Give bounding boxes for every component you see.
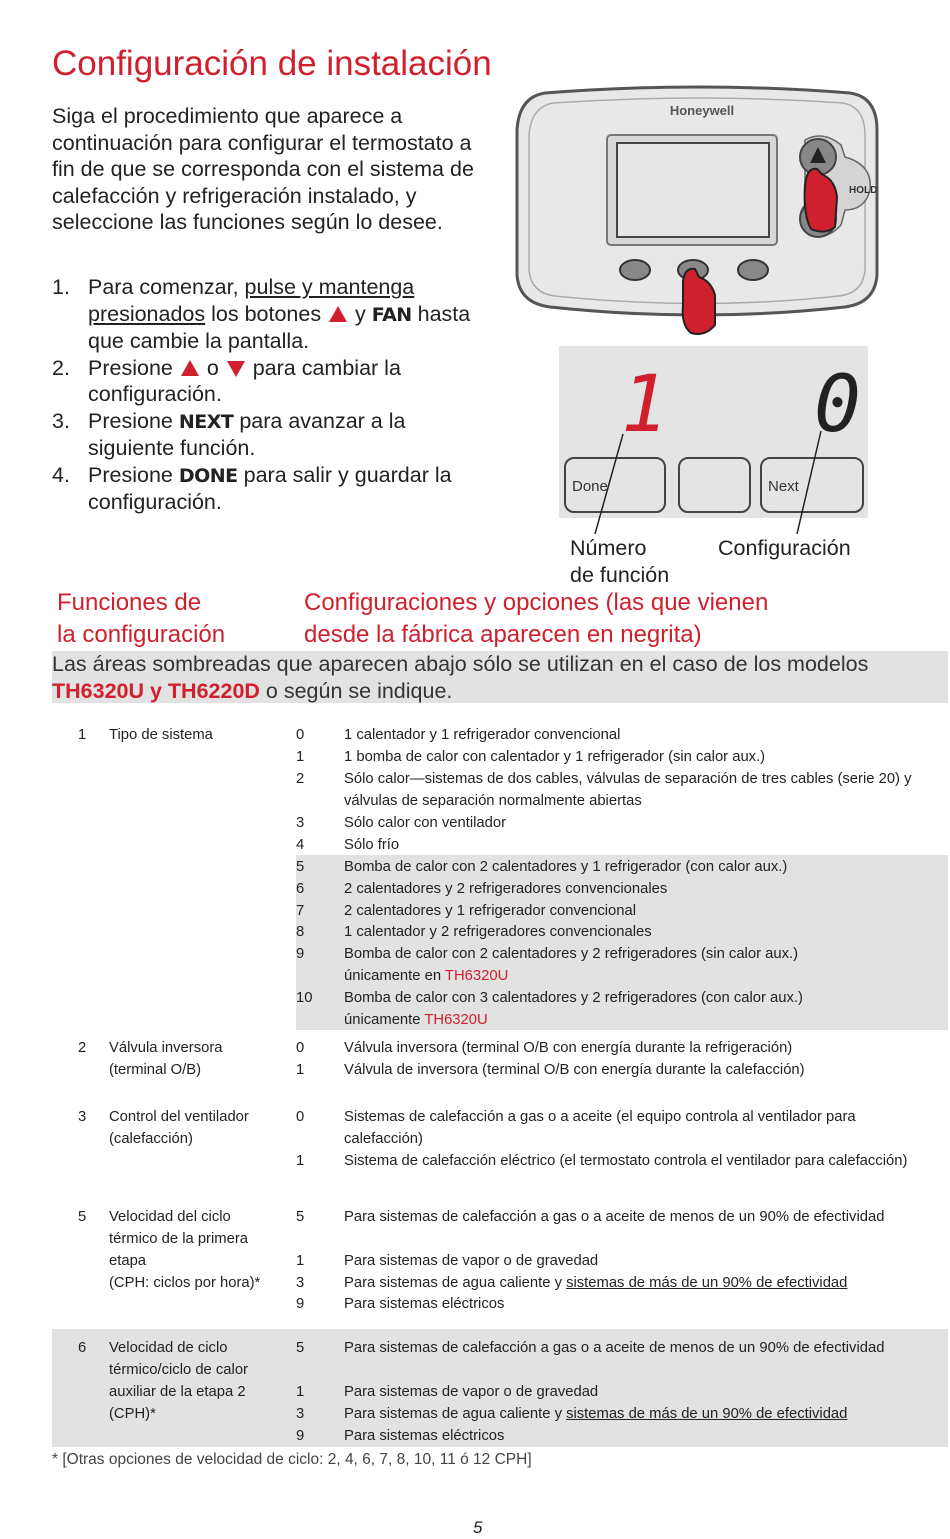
option-text: Para sistemas de vapor o de gravedad: [344, 1384, 599, 1400]
option-text: Para sistemas de agua caliente y sistemas de más de un 90% de efectividad: [344, 1275, 848, 1291]
option-text: Para sistemas eléctricos: [344, 1428, 505, 1444]
function-number: 3: [78, 1109, 87, 1125]
page-title: Configuración de instalación: [52, 44, 492, 83]
shaded-areas-note: Las áreas sombreadas que aparecen abajo sólo se utilizan en el caso de los modelos TH6320U y TH6220D o según se indique.: [52, 651, 948, 703]
up-arrow-icon: [329, 306, 347, 322]
option-text: Sólo calor—sistemas de dos cables, válvulas de separación de tres cables (serie 20) y válvulas de separación normalmente abiertas: [344, 771, 912, 809]
setting-digit: 0: [814, 360, 861, 450]
option-text: Para sistemas de calefacción a gas o a aceite de menos de un 90% de efectividad: [344, 1340, 885, 1356]
hold-label: HOLD: [849, 185, 878, 196]
function-number-caption: Número de función: [570, 536, 670, 587]
step-4: 4. Presione DONE para salir y guardar la configuración.: [52, 462, 452, 514]
option-text: Sistemas de calefacción a gas o a aceite (el equipo controla al ventilador para calefacción): [344, 1109, 856, 1147]
option-text: Sólo frío: [344, 837, 400, 853]
option-text: Bomba de calor con 2 calentadores y 2 refrigeradores (sin calor aux.) únicamente en TH6320U: [344, 946, 798, 984]
option-text: Bomba de calor con 3 calentadores y 2 refrigeradores (con calor aux.) únicamente TH6320U: [344, 990, 803, 1028]
brand-logo: Honeywell: [669, 103, 735, 118]
option-text: 1 calentador y 1 refrigerador convencional: [344, 727, 621, 743]
up-arrow-icon: [181, 360, 199, 376]
page-number: 5: [473, 1518, 483, 1537]
option-text: Para sistemas eléctricos: [344, 1296, 505, 1312]
function-name: Tipo de sistema: [109, 727, 213, 743]
option-text: Sólo calor con ventilador: [344, 815, 507, 831]
option-text: Sistema de calefacción eléctrico (el termostato controla el ventilador para calefacción): [344, 1153, 908, 1169]
function-name: Velocidad del ciclo térmico de la primera etapa (CPH: ciclos por hora)*: [109, 1209, 261, 1291]
step-3: 3. Presione NEXT para avanzar a la siguiente función.: [52, 408, 406, 460]
option-text: Bomba de calor con 2 calentadores y 1 refrigerador (con calor aux.): [344, 859, 788, 875]
function-number: 1: [78, 727, 87, 743]
next-button[interactable]: Next: [760, 457, 864, 513]
settings-heading: Configuraciones y opciones (las que vienen desde la fábrica aparecen en negrita): [304, 589, 769, 648]
callout-lines: [559, 346, 879, 546]
option-text: 2 calentadores y 1 refrigerador convencional: [344, 903, 637, 919]
function-number: 6: [78, 1340, 87, 1356]
option-text: Para sistemas de calefacción a gas o a aceite de menos de un 90% de efectividad: [344, 1209, 885, 1225]
function-number: 5: [78, 1209, 87, 1225]
done-button[interactable]: Done: [564, 457, 666, 513]
option-text: Válvula de inversora (terminal O/B con energía durante la calefacción): [344, 1062, 805, 1078]
function-number-digit: 1: [621, 360, 668, 450]
option-text: 2 calentadores y 2 refrigeradores convencionales: [344, 881, 668, 897]
steps-list: [52, 274, 482, 516]
step-2: 2. Presione o para cambiar la configuración.: [52, 355, 401, 406]
option-text: 1 calentador y 2 refrigeradores convencionales: [344, 924, 652, 940]
function-number: 2: [78, 1040, 87, 1056]
setting-caption: Configuración: [718, 536, 851, 560]
function-name: Velocidad de ciclo térmico/ciclo de calor auxiliar de la etapa 2 (CPH)*: [109, 1340, 248, 1422]
option-text: Para sistemas de vapor o de gravedad: [344, 1253, 599, 1269]
step-1: 1. Para comenzar, pulse y mantenga presionados los botones y FAN hasta que cambie la pantalla.: [52, 275, 471, 353]
function-name: Control del ventilador (calefacción): [109, 1109, 249, 1147]
option-text: Para sistemas de agua caliente y sistemas de más de un 90% de efectividad: [344, 1406, 848, 1422]
functions-heading: Funciones de la configuración: [57, 589, 226, 648]
function-name: Válvula inversora (terminal O/B): [109, 1040, 223, 1078]
option-text: 1 bomba de calor con calentador y 1 refrigerador (sin calor aux.): [344, 749, 766, 765]
intro-paragraph: Siga el procedimiento que aparece a continuación para configurar el termostato a fin de que se corresponda con el sistema de calefacción y refrigeración instalado, y seleccione las funciones según lo desee.: [52, 104, 474, 234]
footnote: * [Otras opciones de velocidad de ciclo: 2, 4, 6, 7, 8, 10, 11 ó 12 CPH]: [52, 1451, 532, 1468]
down-arrow-icon: [227, 361, 245, 377]
thermostat-illustration: [505, 85, 895, 345]
option-text: Válvula inversora (terminal O/B con energía durante la refrigeración): [344, 1040, 793, 1056]
